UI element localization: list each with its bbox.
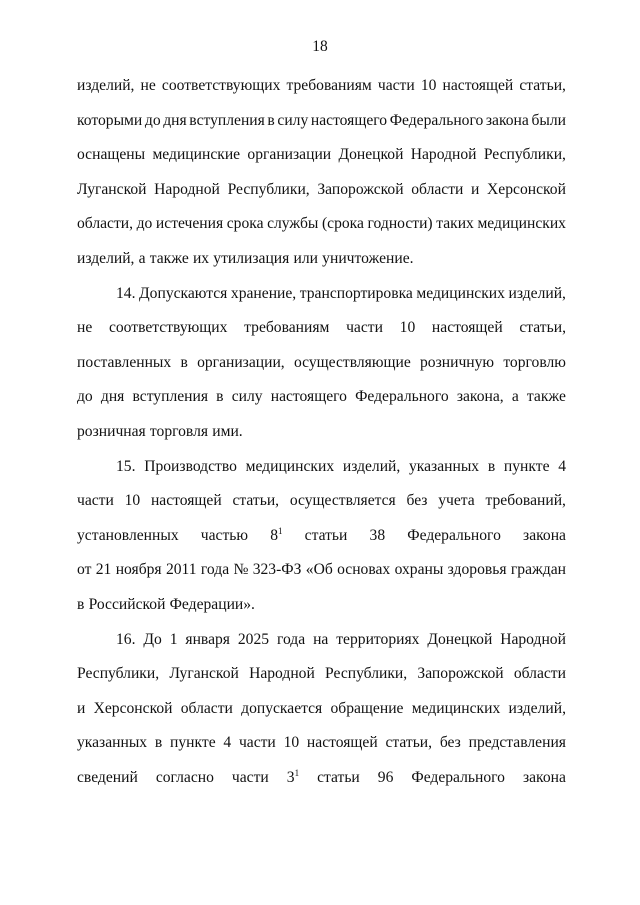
text-line: установленных частью $8^1$ статьи 38 Федерального закона: [77, 525, 566, 544]
text-line: в Российской Федерации».: [77, 595, 255, 613]
text-line: 16. До 1 января 2025 года на территориях Донецкой Народной: [116, 630, 566, 648]
text-line: не соответствующих требованиям части 10 настоящей статьи,: [77, 319, 566, 337]
paragraph-13-continuation: [77, 69, 566, 277]
text-line: 15. Производство медицинских изделий, указанных в пункте 4: [116, 457, 566, 475]
paragraph-15: [77, 450, 566, 623]
text-line: Республики, Луганской Народной Республики, Запорожской области: [77, 665, 566, 683]
text-line: области, до истечения срока службы (срока годности) таких медицинских: [77, 215, 566, 233]
text-line: указанных в пункте 4 части 10 настоящей статьи, без представления: [77, 734, 566, 752]
text-line: до дня вступления в силу настоящего Федерального закона, а также: [77, 388, 566, 406]
text-line: и Херсонской области допускается обращение медицинских изделий,: [77, 699, 566, 717]
paragraph-16: [77, 623, 566, 796]
text-line: которыми до дня вступления в силу настоящего Федерального закона были: [77, 111, 566, 129]
text-line: изделий, а также их утилизация или уничтожение.: [77, 249, 414, 267]
text-line: Луганской Народной Республики, Запорожской области и Херсонской: [77, 180, 566, 198]
text-line: розничная торговля ими.: [77, 422, 243, 440]
text-line: 14. Допускаются хранение, транспортировка медицинских изделий,: [116, 284, 566, 302]
paragraph-14: [77, 277, 566, 450]
text-line: поставленных в организации, осуществляющие розничную торговлю: [77, 353, 566, 371]
page-number: 18: [312, 38, 328, 55]
body-text: [77, 69, 566, 795]
text-line: оснащены медицинские организации Донецкой Народной Республики,: [77, 146, 566, 164]
text-line: части 10 настоящей статьи, осуществляется без учета требований,: [77, 492, 566, 510]
text-line: изделий, не соответствующих требованиям части 10 настоящей статьи,: [77, 77, 566, 94]
text-line: сведений согласно части $3^1$ статьи 96 Федерального закона: [77, 767, 566, 786]
text-line: от 21 ноября 2011 года № 323-ФЗ «Об основах охраны здоровья граждан: [77, 561, 566, 579]
